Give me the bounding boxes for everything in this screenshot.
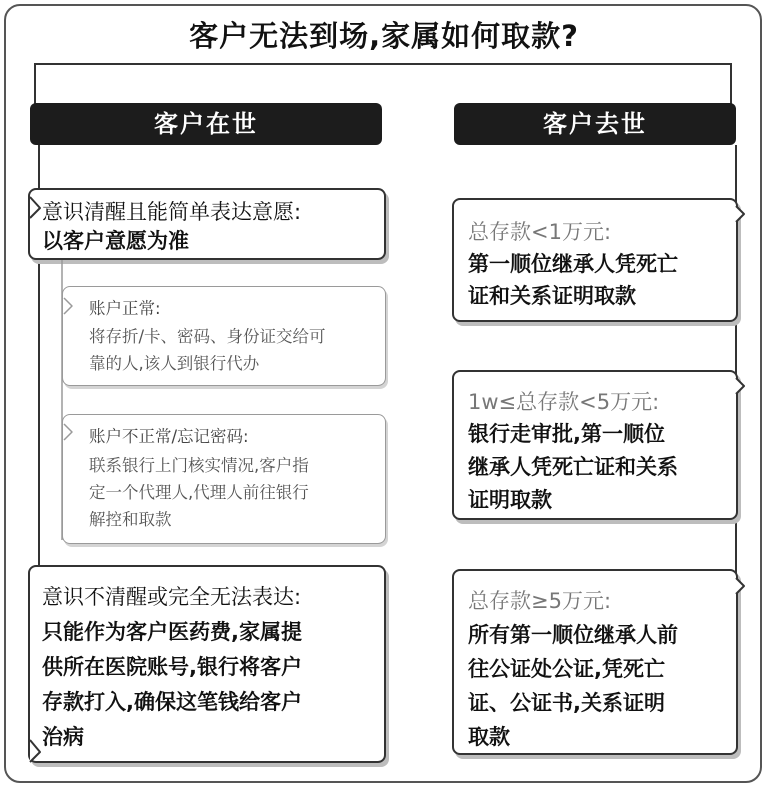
deposit-under-1w-line-1: 第一顺位继承人凭死亡 [468,252,678,276]
deposit-over-5w-line-1: 所有第一顺位继承人前 [468,623,678,647]
deposit-1w-to-5w-line-2: 继承人凭死亡证和关系 [468,455,678,479]
deposit-1w-to-5w-condition: 1w≤总存款<5万元: [468,390,660,414]
deposit-1w-to-5w-line-3: 证明取款 [468,488,552,512]
header-client-deceased: 客户去世 [454,103,736,145]
box-unconscious [28,565,386,763]
deposit-under-1w-line-2: 证和关系证明取款 [468,284,636,308]
account-normal-heading: 账户正常: [89,299,161,318]
connector-top-right [730,63,732,105]
box-conscious [28,188,386,260]
account-abnormal-heading: 账户不正常/忘记密码: [89,427,249,446]
account-abnormal-line-2: 定一个代理人,代理人前往银行 [89,483,309,502]
deposit-over-5w-line-4: 取款 [468,725,510,749]
title-rule [34,63,732,65]
box-account-abnormal [62,414,386,544]
deposit-1w-to-5w-line-1: 银行走审批,第一顺位 [468,422,665,446]
account-normal-line-1: 将存折/卡、密码、身份证交给可 [89,327,326,346]
box-account-normal [62,286,386,386]
account-normal-line-2: 靠的人,该人到银行代办 [89,354,260,373]
deposit-over-5w-line-3: 证、公证书,关系证明 [468,691,665,715]
account-abnormal-line-1: 联系银行上门核实情况,客户指 [89,456,309,475]
box-unconscious-line-2: 只能作为客户医药费,家属提 [42,620,302,644]
box-conscious-line-2: 以客户意愿为准 [42,229,189,253]
header-client-alive: 客户在世 [30,103,382,145]
box-unconscious-line-4: 存款打入,确保这笔钱给客户 [42,690,302,714]
box-deposit-1w-to-5w [452,370,738,520]
page-title: 客户无法到场,家属如何取款? [189,19,579,53]
box-conscious-line-1: 意识清醒且能简单表达意愿: [42,200,302,224]
deposit-over-5w-condition: 总存款≥5万元: [468,589,612,613]
connector-top-left [34,63,36,105]
box-unconscious-line-3: 供所在医院账号,银行将客户 [42,655,302,679]
deposit-under-1w-condition: 总存款<1万元: [468,220,612,244]
box-deposit-over-5w [452,569,738,755]
deposit-over-5w-line-2: 往公证处公证,凭死亡 [468,657,665,681]
box-deposit-under-1w [452,198,738,322]
box-unconscious-line-5: 治病 [42,725,84,749]
box-unconscious-line-1: 意识不清醒或完全无法表达: [42,585,302,609]
account-abnormal-line-3: 解控和取款 [89,510,172,529]
